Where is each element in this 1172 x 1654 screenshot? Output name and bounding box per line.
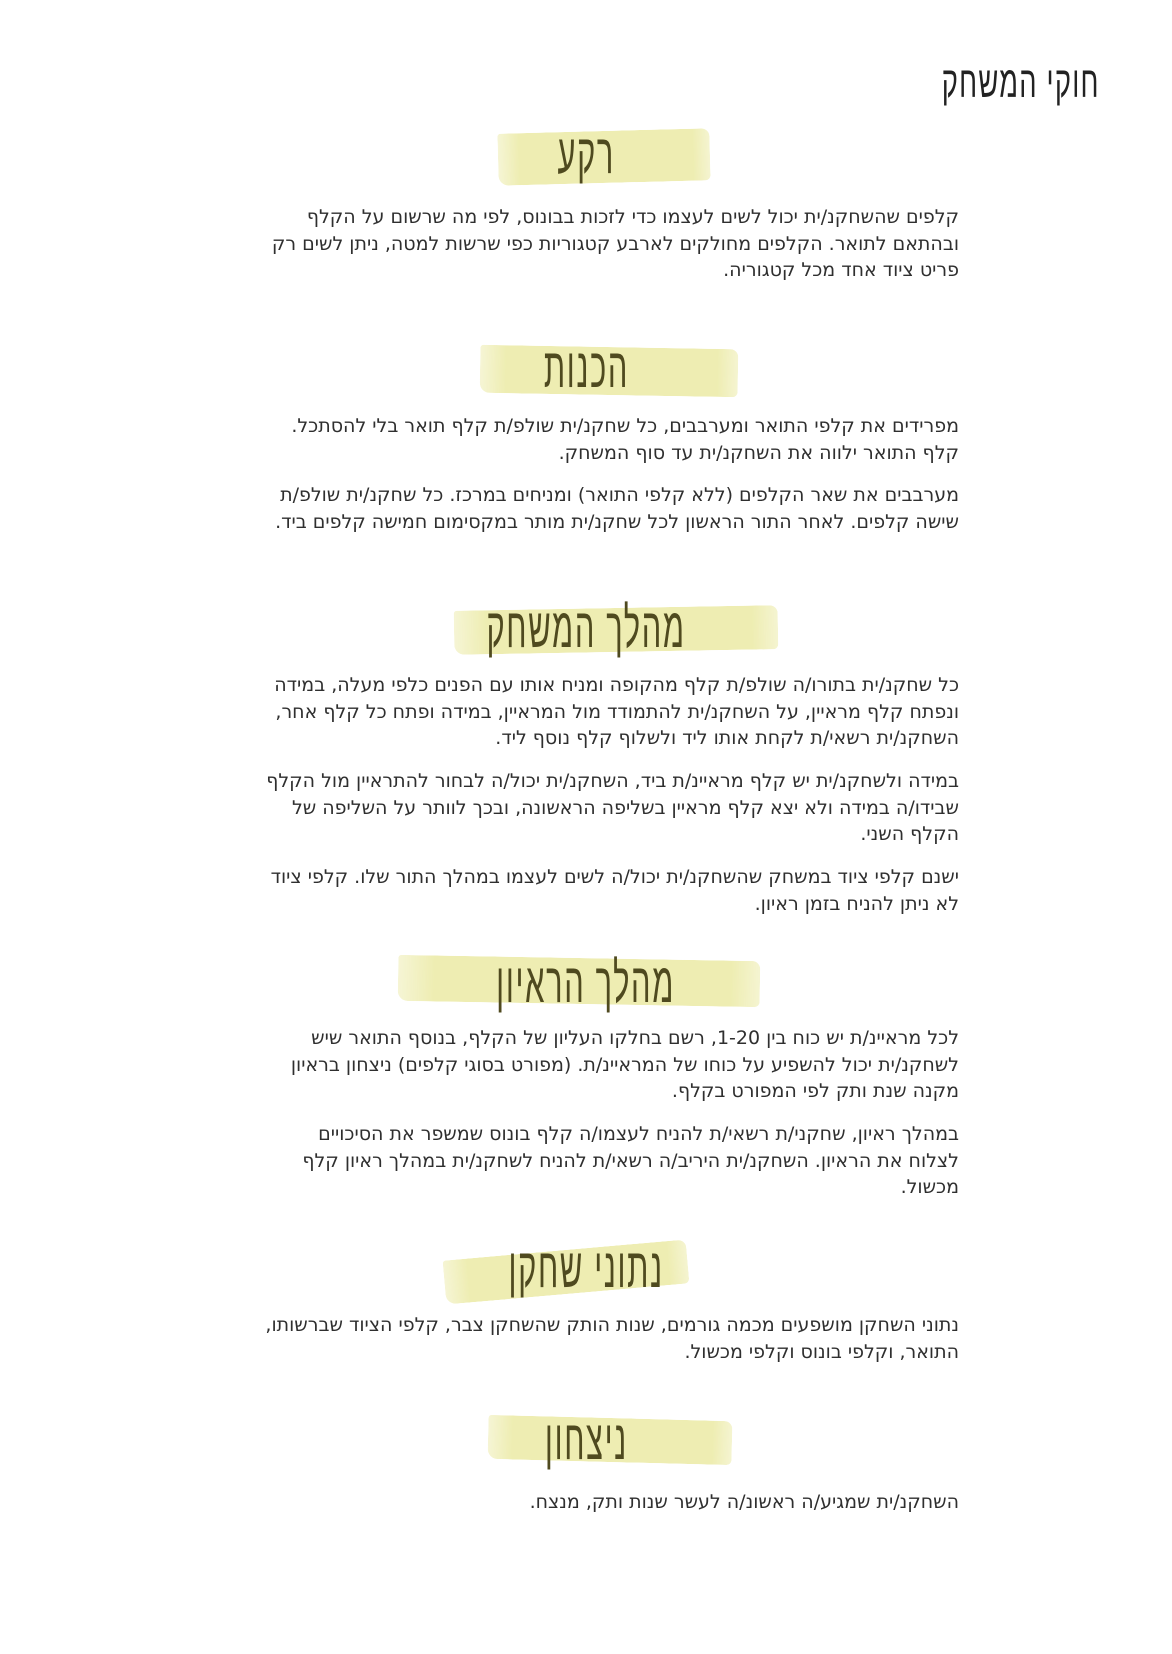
paragraph: לכל מראיינ/ת יש כוח בין 1-20, רשם בחלקו העליון של הקלף, בנוסף התואר שיש לשחקנ/ית יכול להשפיע על כוחו של המראיינ/ת. (מפורט בסוגי קלפים) ניצחון בראיון מקנה שנת ותק לפי המפורט בקלף. [290,1027,959,1102]
section-heading [0,122,1172,185]
section-heading-text: מהלך המשחק [486,596,686,659]
paragraph: מערבבים את שאר הקלפים (ללא קלפי התואר) ומניחים במרכז. כל שחקנ/ית שולפ/ת שישה קלפים. לאחר התור הראשון לכל שחקנ/ית מותר במקסימום חמישה קלפים ביד. [275,484,959,533]
section-heading [0,1236,1172,1299]
paragraph: מפרידים את קלפי התואר ומערבבים, כל שחקנ/ית שולפ/ת קלף תואר בלי להסתכל. קלף התואר ילווה את השחקנ/ית עד סוף המשחק. [291,415,959,464]
paragraph: כל שחקנ/ית בתורו/ה שולפ/ת קלף מהקופה ומניח אותו עם הפנים כלפי מעלה, במידה ונפתח קלף מראיין, על השחקנ/ית להתמודד מול המראיין, במידה ופתח כל קלף אחר, השחקנ/ית רשאי/ת לקחת אותו ליד ולשלוף קלף נוסף ליד. [274,674,959,749]
paragraph: השחקנ/ית שמגיע/ה ראשונ/ה לעשר שנות ותק, מנצח. [529,1491,959,1513]
paragraph: במהלך ראיון, שחקני/ת רשאי/ת להניח לעצמו/ה קלף בונוס שמשפר את הסיכויים לצלוח את הראיון. השחקנ/ית היריב/ה רשאי/ת להניח לשחקנ/ית במהלך ראיון קלף מכשול. [302,1123,959,1198]
page-title: חוקי המשחק [942,58,1100,107]
section-heading [0,1408,1172,1471]
section-heading-text: מהלך הראיון [496,951,676,1014]
paragraph: קלפים שהשחקנ/ית יכול לשים לעצמו כדי לזכות בבונוס, לפי מה שרשום על הקלף ובהתאם לתואר. הקלפים מחולקים לארבע קטגוריות כפי שרשות למטה, ניתן לשים רק פריט ציוד אחד מכל קטגוריה. [271,206,959,281]
section-heading [0,951,1172,1014]
section-heading [0,336,1172,399]
section-heading-text: ניצחון [544,1408,628,1471]
section-heading-text: הכנות [543,336,629,399]
paragraph: נתוני השחקן מושפעים מכמה גורמים, שנות הותק שהשחקן צבר, קלפי הציוד שברשותו, התואר, וקלפי בונוס וקלפי מכשול. [265,1314,959,1363]
paragraph: במידה ולשחקנ/ית יש קלף מראיינ/ת ביד, השחקנ/ית יכול/ה לבחור להתראיין מול הקלף שבידו/ה במידה ולא יצא קלף מראיין בשליפה הראשונה, ובכך לוותר על השליפה של הקלף השני. [266,770,959,845]
section-heading [0,596,1172,659]
section-heading-text: נתוני שחקן [508,1236,664,1299]
paragraph: ישנם קלפי ציוד במשחק שהשחקנ/ית יכול/ה לשים לעצמו במהלך התור שלו. קלפי ציוד לא ניתן להניח בזמן ראיון. [270,866,959,915]
section-heading-text: רקע [557,122,615,185]
